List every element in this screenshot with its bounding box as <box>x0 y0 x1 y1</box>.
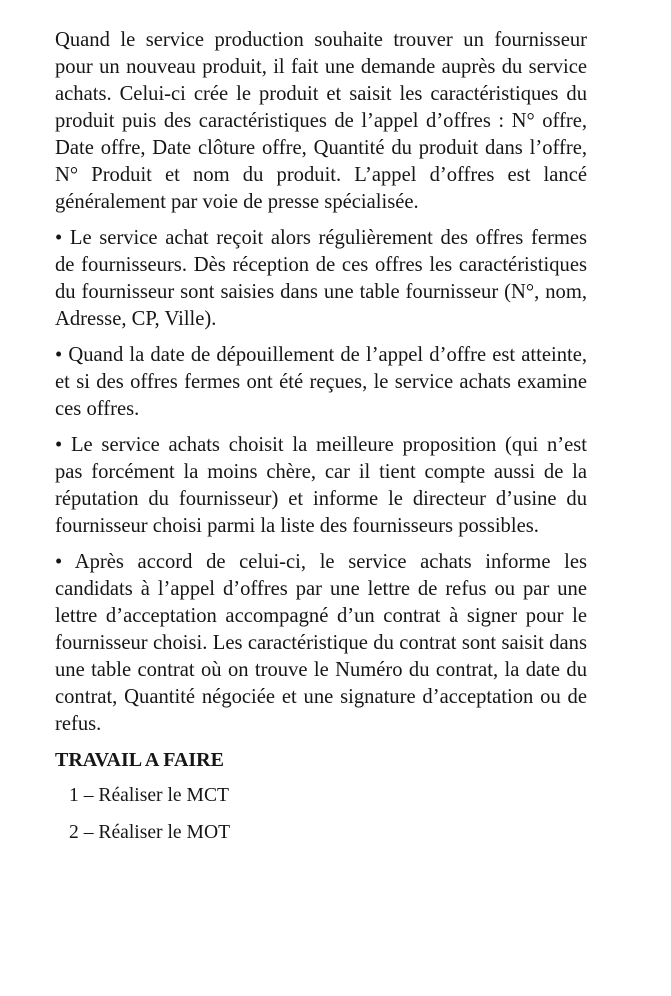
work-heading: TRAVAIL A FAIRE <box>55 749 224 771</box>
bullet-paragraph-contract: • Après accord de celui-ci, le service achats informe les candidats à l’appel d’offres par une lettre de refus ou par une lettre d’acceptation accompagné d’un contrat à signer pour le fournisseur choisi. Les caractéristique du contrat sont saisit dans une table contrat où on trouve le Numéro du contrat, la date du contrat, Quantité négociée et une signature d’acceptation ou de refus. <box>55 551 587 735</box>
bullet-paragraph-choice: • Le service achats choisit la meilleure proposition (qui n’est pas forcément la moins chère, car il tient compte aussi de la réputation du fournisseur) et informe le directeur d’usine du fournisseur choisi parmi la liste des fournisseurs possibles. <box>55 434 587 537</box>
document-page <box>55 27 587 856</box>
intro-paragraph: Quand le service production souhaite trouver un fournisseur pour un nouveau produit, il fait une demande auprès du service achats. Celui-ci crée le produit et saisit les caractéristiques du produit puis des caractéristiques de l’appel d’offres : N° offre, Date offre, Date clôture offre, Quantité du produit dans l’offre, N° Produit et nom du produit. L’appel d’offres est lancé généralement par voie de presse spécialisée. <box>55 29 587 213</box>
bullet-paragraph-offers: • Le service achat reçoit alors régulièrement des offres fermes de fournisseurs. Dès réception de ces offres les caractéristiques du fournisseur sont saisies dans une table fournisseur (N°, nom, Adresse, CP, Ville). <box>55 227 587 330</box>
bullet-paragraph-deadline: • Quand la date de dépouillement de l’appel d’offre est atteinte, et si des offres fermes ont été reçues, le service achats examine ces offres. <box>55 344 587 420</box>
task-item-mct: 1 – Réaliser le MCT <box>69 785 229 806</box>
task-list <box>55 782 587 846</box>
task-item-mot: 2 – Réaliser le MOT <box>69 822 231 843</box>
